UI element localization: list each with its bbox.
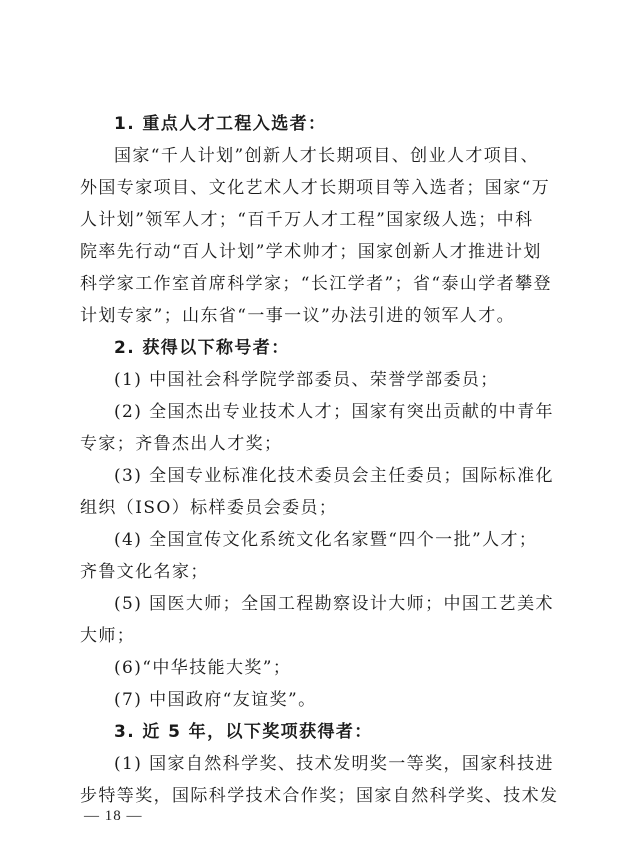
list-item-line: 齐鲁文化名家； — [80, 562, 209, 582]
list-item-line: 大师； — [80, 626, 136, 646]
list-item-line: (7) 中国政府“友谊奖”。 — [114, 690, 317, 710]
list-item-line: (1) 国家自然科学奖、技术发明奖一等奖，国家科技进 — [114, 754, 554, 774]
paragraph-line: 院率先行动“百人计划”学术帅才；国家创新人才推进计划 — [80, 242, 542, 262]
paragraph-line: 计划专家”；山东省“一事一议”办法引进的领军人才。 — [80, 306, 516, 326]
list-item-line: (3) 全国专业标准化技术委员会主任委员；国际标准化 — [114, 466, 554, 486]
section-heading-2: 2. 获得以下称号者： — [114, 338, 290, 358]
paragraph-line: 人计划”领军人才；“百千万人才工程”国家级人选；中科 — [80, 210, 534, 230]
list-item-line: (2) 全国杰出专业技术人才；国家有突出贡献的中青年 — [114, 402, 554, 422]
paragraph-line: 外国专家项目、文化艺术人才长期项目等入选者；国家“万 — [80, 178, 551, 198]
list-item-line: (4) 全国宣传文化系统文化名家暨“四个一批”人才； — [114, 530, 538, 550]
list-item-line: (6)“中华技能大奖”； — [114, 658, 292, 678]
list-item-line: (5) 国医大师；全国工程勘察设计大师；中国工艺美术 — [114, 594, 554, 614]
section-heading-3: 3. 近 5 年，以下奖项获得者： — [114, 722, 373, 742]
list-item-line: (1) 中国社会科学院学部委员、荣誉学部委员； — [114, 370, 499, 390]
document-body — [80, 108, 559, 812]
section-heading-1: 1. 重点人才工程入选者： — [114, 114, 327, 134]
list-item-line: 步特等奖，国际科学技术合作奖；国家自然科学奖、技术发 — [80, 786, 559, 806]
paragraph-line: 科学家工作室首席科学家；“长江学者”；省“泰山学者攀登 — [80, 274, 552, 294]
list-item-line: 专家；齐鲁杰出人才奖； — [80, 434, 283, 454]
paragraph-line: 国家“千人计划”创新人才长期项目、创业人才项目、 — [114, 146, 539, 166]
page-number: — 18 — — [84, 808, 143, 824]
list-item-line: 组织（ISO）标样委员会委员； — [80, 498, 338, 518]
